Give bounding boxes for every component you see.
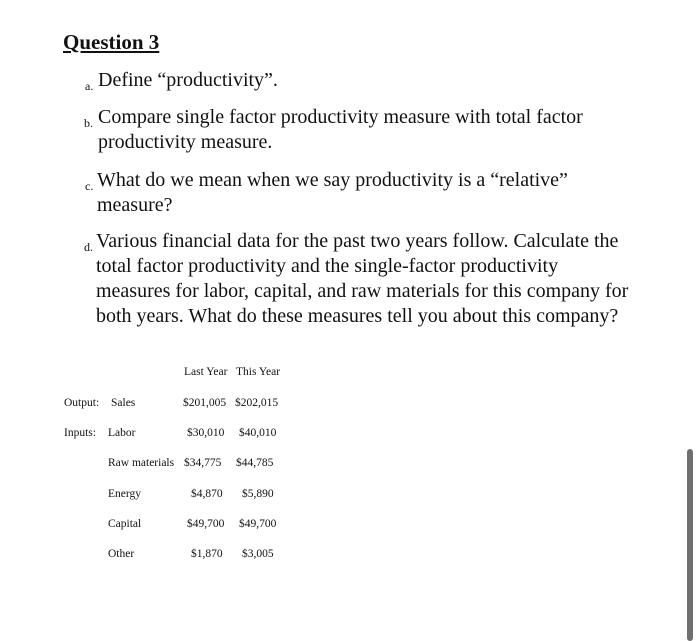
cell-capital-last-year: $49,700 bbox=[187, 518, 225, 530]
row-label-sales: Sales bbox=[111, 397, 136, 409]
cell-raw-materials-this-year: $44,785 bbox=[236, 457, 274, 469]
row-label-labor: Labor bbox=[108, 427, 136, 439]
cell-other-this-year: $3,005 bbox=[242, 548, 274, 560]
row-label-energy: Energy bbox=[108, 488, 142, 500]
cell-sales-this-year: $202,015 bbox=[235, 397, 279, 409]
row-label-other: Other bbox=[108, 548, 135, 560]
part-label: d. bbox=[84, 240, 93, 254]
cell-sales-last-year: $201,005 bbox=[183, 397, 227, 409]
header-this-year: This Year bbox=[236, 366, 281, 378]
part-label: c. bbox=[85, 179, 94, 193]
cell-capital-this-year: $49,700 bbox=[239, 518, 277, 530]
header-last-year: Last Year bbox=[184, 366, 228, 378]
part-text: Compare single factor productivity measure with total factor productivity measure. bbox=[98, 106, 583, 153]
cell-energy-last-year: $4,870 bbox=[191, 488, 223, 500]
cell-raw-materials-last-year: $34,775 bbox=[184, 457, 222, 469]
inputs-group-label: Inputs: bbox=[64, 427, 96, 439]
part-text: Various financial data for the past two years follow. Calculate the total factor productivity and the single-factor productivity measures for labor, capital, and raw materials for this company for both years. What do these measures tell you about this company? bbox=[96, 230, 629, 327]
part-text: What do we mean when we say productivity is a “relative” measure? bbox=[97, 169, 568, 216]
cell-labor-this-year: $40,010 bbox=[239, 427, 277, 439]
vertical-scrollbar[interactable] bbox=[687, 449, 693, 641]
cell-labor-last-year: $30,010 bbox=[187, 427, 225, 439]
cell-other-last-year: $1,870 bbox=[191, 548, 223, 560]
question-title: Question 3 bbox=[63, 30, 160, 54]
output-group-label: Output: bbox=[64, 397, 100, 409]
row-label-raw-materials: Raw materials bbox=[108, 457, 175, 469]
part-label: a. bbox=[85, 79, 94, 93]
cell-energy-this-year: $5,890 bbox=[242, 488, 274, 500]
part-text: Define “productivity”. bbox=[98, 69, 278, 91]
part-label: b. bbox=[84, 116, 93, 130]
row-label-capital: Capital bbox=[108, 518, 142, 530]
